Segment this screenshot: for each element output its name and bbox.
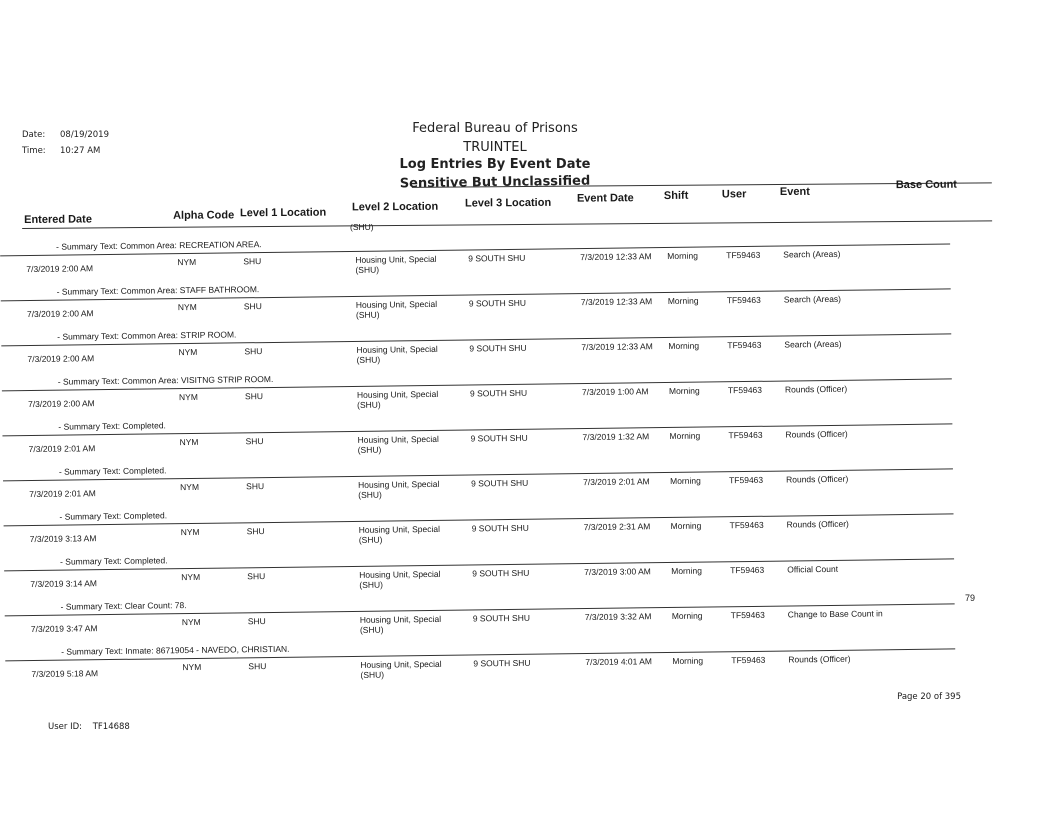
cell-level2 [359, 569, 441, 590]
cell-event: Rounds (Officer) [788, 653, 851, 665]
cell-entered-date: 7/3/2019 3:13 AM [29, 533, 97, 545]
cell-shift: Morning [672, 655, 704, 666]
cell-user: TF59463 [731, 654, 766, 666]
date-value: 08/19/2019 [60, 130, 109, 140]
cell-event-date: 7/3/2019 3:00 AM [584, 566, 651, 578]
cell-level2 [360, 614, 442, 635]
cell-event-date: 7/3/2019 12:33 AM [580, 296, 653, 308]
cell-level3: 9 SOUTH SHU [471, 477, 529, 489]
cell-level2-line2: (SHU) [359, 624, 384, 635]
cell-shift: Morning [671, 610, 703, 621]
cell-level1: SHU [247, 571, 266, 582]
cell-entered-date: 7/3/2019 3:47 AM [30, 623, 98, 635]
cell-event: Rounds (Officer) [784, 383, 848, 395]
col-base-count: Base Count [895, 178, 958, 192]
summary-text: - Summary Text: Common Area: VISITNG STRIP ROOM. [57, 373, 274, 387]
cell-shift: Morning [671, 565, 702, 576]
cell-entered-date: 7/3/2019 2:00 AM [26, 263, 94, 275]
cell-level1: SHU [246, 481, 265, 492]
cell-level2-line2: (SHU) [356, 354, 381, 365]
col-level3: Level 3 Location [464, 196, 552, 210]
cell-entered-date: 7/3/2019 5:18 AM [31, 668, 99, 680]
cell-level2-line2: (SHU) [358, 534, 383, 545]
cell-event-date: 7/3/2019 2:31 AM [583, 521, 651, 533]
cell-level2-line1: Housing Unit, Special [355, 298, 438, 310]
cell-level2-line1: Housing Unit, Special [359, 613, 442, 625]
summary-text: - Summary Text: Common Area: STRIP ROOM. [57, 329, 237, 342]
cell-level2-line2: (SHU) [359, 579, 384, 590]
cell-user: TF59463 [729, 474, 764, 486]
carryover-level2: (SHU) [350, 222, 374, 232]
cell-level2 [356, 299, 438, 320]
cell-event: Official Count [787, 563, 839, 575]
classification: Sensitive But Unclassified [399, 173, 591, 192]
date-label: Date: [22, 130, 46, 140]
cell-event: Rounds (Officer) [786, 518, 849, 530]
col-entered-date: Entered Date [24, 213, 92, 226]
summary-text: - Summary Text: Completed. [59, 555, 168, 567]
cell-level3: 9 SOUTH SHU [472, 612, 531, 624]
cell-level2-line2: (SHU) [357, 444, 382, 455]
cell-entered-date: 7/3/2019 3:14 AM [30, 578, 98, 590]
cell-level3: 9 SOUTH SHU [471, 522, 529, 534]
cell-level1: SHU [245, 436, 264, 447]
cell-level2-line2: (SHU) [355, 264, 380, 275]
cell-event: Rounds (Officer) [786, 473, 849, 485]
col-event: Event [779, 185, 810, 199]
summary-text: - Summary Text: Completed. [58, 420, 166, 432]
cell-shift: Morning [667, 295, 699, 306]
cell-alpha-code: NYM [182, 661, 202, 673]
cell-level3: 9 SOUTH SHU [470, 432, 528, 444]
user-id-label: User ID: [48, 722, 82, 732]
summary-text: - Summary Text: Common Area: RECREATION AREA. [56, 239, 262, 252]
col-user: User [721, 188, 747, 201]
footer-user-id [48, 722, 130, 732]
cell-user: TF59463 [726, 249, 761, 261]
cell-level3: 9 SOUTH SHU [473, 657, 531, 669]
summary-text: - Summary Text: Inmate: 86719054 - NAVEDO, CHRISTIAN. [61, 643, 290, 657]
cell-level2 [360, 659, 442, 680]
cell-user: TF59463 [726, 294, 761, 306]
cell-event-date: 7/3/2019 4:01 AM [585, 656, 653, 668]
cell-level2-line2: (SHU) [358, 489, 382, 500]
cell-level3: 9 SOUTH SHU [468, 252, 526, 264]
cell-event: Rounds (Officer) [785, 428, 848, 440]
cell-level2-line1: Housing Unit, Special [355, 253, 437, 265]
cell-level3: 9 SOUTH SHU [472, 567, 530, 579]
cell-level2-line1: Housing Unit, Special [356, 388, 439, 400]
cell-user: TF59463 [727, 384, 763, 396]
cell-level2 [357, 434, 439, 455]
col-alpha-code: Alpha Code [173, 209, 235, 222]
cell-shift: Morning [668, 340, 700, 351]
cell-event: Change to Base Count in [787, 608, 883, 620]
cell-alpha-code: NYM [181, 571, 201, 583]
cell-alpha-code: NYM [177, 301, 197, 313]
cell-event-date: 7/3/2019 2:01 AM [583, 476, 650, 488]
cell-alpha-code: NYM [178, 391, 198, 403]
cell-alpha-code: NYM [180, 481, 200, 493]
summary-text: - Summary Text: Completed. [59, 510, 168, 522]
cell-level2 [357, 389, 439, 410]
cell-level2-line2: (SHU) [360, 669, 385, 680]
cell-event: Search (Areas) [783, 293, 842, 305]
cell-level2 [355, 254, 437, 275]
col-level2: Level 2 Location [351, 200, 439, 214]
cell-level3: 9 SOUTH SHU [469, 387, 528, 399]
cell-level2-line1: Housing Unit, Special [358, 478, 440, 490]
cell-shift: Morning [670, 475, 701, 486]
col-level1: Level 1 Location [239, 206, 327, 220]
cell-shift: Morning [670, 520, 702, 531]
cell-alpha-code: NYM [178, 346, 198, 358]
agency-title: Federal Bureau of Prisons [412, 121, 578, 136]
cell-user: TF59463 [730, 609, 765, 621]
cell-level2-line2: (SHU) [355, 309, 380, 320]
cell-entered-date: 7/3/2019 2:01 AM [29, 488, 96, 500]
cell-level1: SHU [248, 661, 267, 672]
cell-event-date: 7/3/2019 1:32 AM [582, 431, 650, 443]
cell-level2-line1: Housing Unit, Special [356, 343, 438, 355]
cell-level1: SHU [243, 256, 262, 267]
cell-user: TF59463 [728, 429, 763, 441]
cell-level1: SHU [246, 526, 265, 537]
cell-alpha-code: NYM [179, 436, 199, 448]
time-label: Time: [22, 146, 46, 156]
cell-level2 [358, 479, 440, 500]
summary-text: - Summary Text: Completed. [58, 465, 167, 477]
cell-event-date: 7/3/2019 3:32 AM [584, 611, 652, 623]
cell-shift: Morning [668, 385, 700, 396]
cell-alpha-code: NYM [181, 616, 201, 628]
col-shift: Shift [663, 189, 689, 202]
cell-level1: SHU [244, 346, 263, 357]
cell-alpha-code: NYM [177, 256, 197, 268]
cell-shift: Morning [669, 430, 701, 441]
cell-user: TF59463 [727, 339, 762, 351]
cell-level1: SHU [243, 301, 262, 312]
cell-event-date: 7/3/2019 12:33 AM [580, 251, 652, 263]
cell-level2-line1: Housing Unit, Special [359, 568, 441, 580]
cell-entered-date: 7/3/2019 2:00 AM [27, 353, 95, 365]
cell-level2-line1: Housing Unit, Special [358, 523, 440, 535]
summary-text: - Summary Text: Common Area: STAFF BATHROOM. [56, 284, 260, 297]
cell-level1: SHU [247, 616, 266, 627]
page-number: Page 20 of 395 [897, 692, 961, 702]
cell-level2-line1: Housing Unit, Special [357, 433, 439, 445]
cell-level3: 9 SOUTH SHU [468, 297, 527, 309]
cell-entered-date: 7/3/2019 2:01 AM [28, 443, 96, 455]
cell-level1: SHU [244, 391, 263, 402]
cell-event-date: 7/3/2019 1:00 AM [581, 386, 649, 398]
cell-level2-line1: Housing Unit, Special [360, 658, 442, 670]
cell-user: TF59463 [730, 564, 765, 576]
user-id-value: TF14688 [92, 722, 130, 732]
cell-event-date: 7/3/2019 12:33 AM [581, 341, 653, 353]
base-count-value: 79 [965, 593, 976, 603]
cell-level2 [359, 524, 441, 545]
cell-level2-line2: (SHU) [357, 399, 381, 410]
cell-level3: 9 SOUTH SHU [469, 342, 527, 354]
cell-shift: Morning [667, 250, 699, 261]
cell-event: Search (Areas) [784, 338, 842, 350]
cell-alpha-code: NYM [180, 526, 200, 538]
cell-event: Search (Areas) [783, 248, 841, 260]
report-name: Log Entries By Event Date [399, 157, 591, 172]
cell-entered-date: 7/3/2019 2:00 AM [26, 308, 94, 320]
time-value: 10:27 AM [60, 146, 101, 156]
col-event-date: Event Date [576, 192, 634, 205]
system-title: TRUINTEL [463, 140, 527, 155]
summary-text: - Summary Text: Clear Count: 78. [60, 600, 187, 612]
cell-entered-date: 7/3/2019 2:00 AM [27, 398, 95, 410]
cell-user: TF59463 [729, 519, 764, 531]
cell-level2 [356, 344, 438, 365]
